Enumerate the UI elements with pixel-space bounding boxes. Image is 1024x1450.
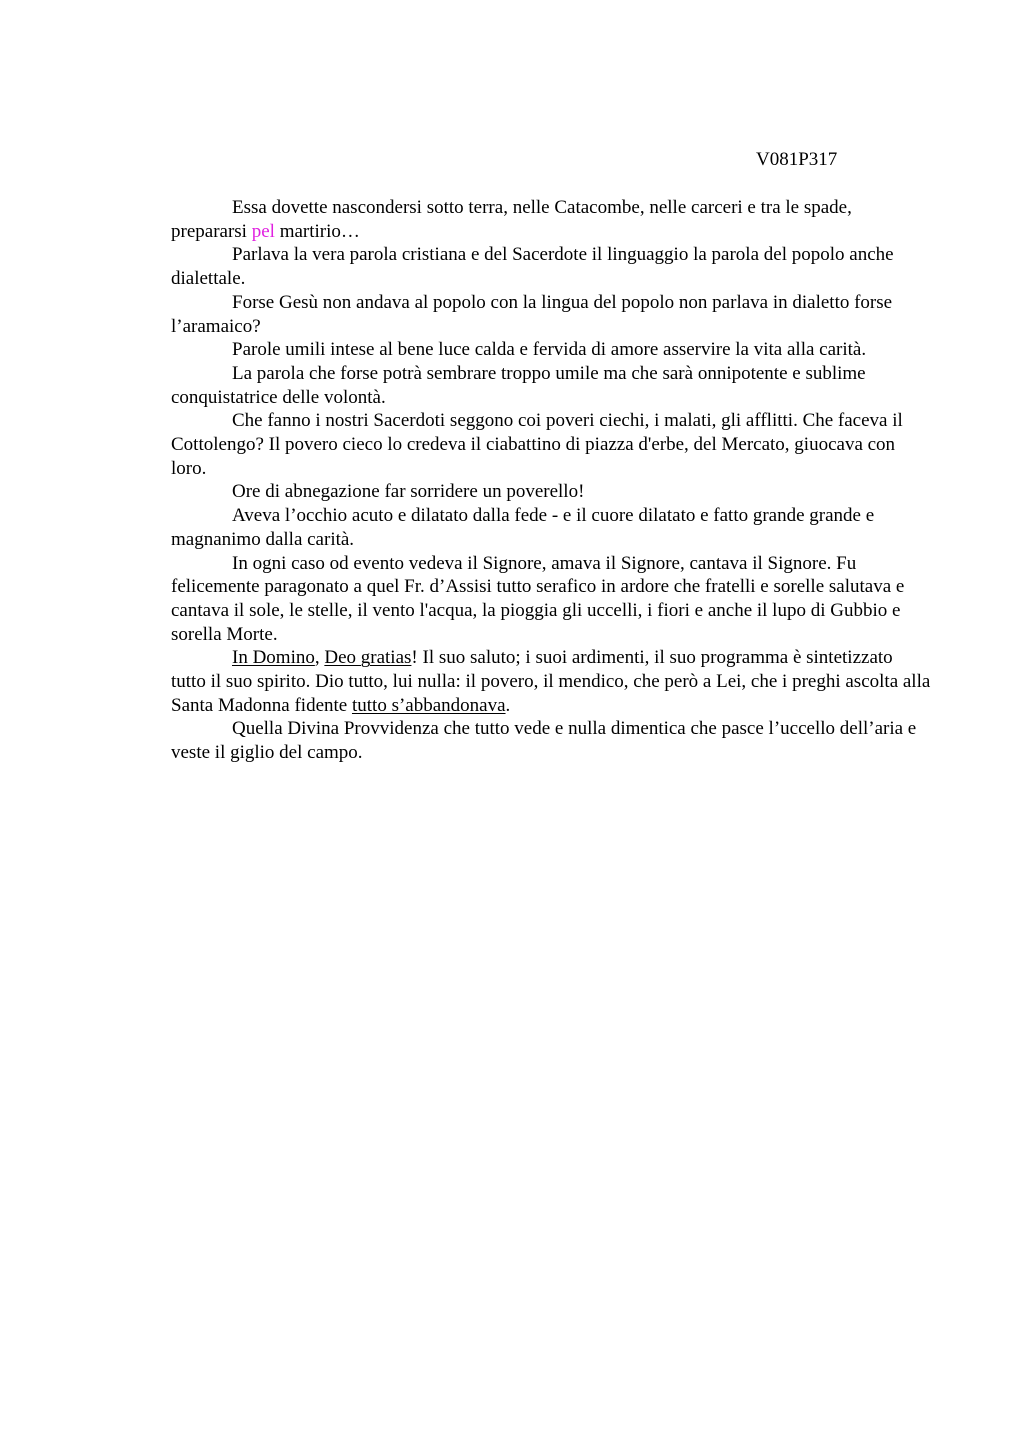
underlined-phrase: Deo gratias [324,647,412,669]
text-segment: Ore di abnegazione far sorridere un poverello! [232,481,585,503]
text-segment: , [314,647,325,669]
underlined-phrase: In Domino [232,647,315,669]
paragraph [171,504,931,551]
paragraph [171,480,931,504]
text-segment: Parole umili intese al bene luce calda e fervida di amore asservire la vita alla carità. [232,339,867,361]
text-segment: ! Il suo saluto; i suoi ardimenti, il suo programma è sintetizzato tutto il suo spirito. Dio tutto, lui nulla: il povero, il mendico, che però a Lei, che i preghi ascolta alla Santa Madonna fidente [171,647,931,716]
paragraph [171,362,931,409]
text-segment: martirio… [274,220,360,242]
text-segment: Che fanno i nostri Sacerdoti seggono coi poveri ciechi, i malati, gli afflitti. Che faceva il Cottolengo? Il povero cieco lo credeva il ciabattino di piazza d'erbe, del Mercato, giuocava con loro. [171,410,903,479]
paragraph [171,243,931,290]
highlighted-word: pel [251,220,275,242]
text-segment: . [505,694,511,716]
underlined-phrase: tutto s’abbandonava [351,694,506,716]
text-segment: Aveva l’occhio acuto e dilatato dalla fede - e il cuore dilatato e fatto grande grande e magnanimo dalla carità. [171,505,875,550]
paragraph [171,338,931,362]
paragraph [171,196,931,243]
paragraph [171,552,931,647]
paragraph [171,291,931,338]
text-segment: Forse Gesù non andava al popolo con la lingua del popolo non parlava in dialetto forse l’aramaico? [171,291,893,337]
page-reference-code: V081P317 [756,149,838,170]
paragraph [171,717,931,764]
text-segment: La parola che forse potrà sembrare troppo umile ma che sarà onnipotente e sublime conquistatrice delle volontà. [171,362,866,408]
text-segment: Quella Divina Provvidenza che tutto vede e nulla dimentica che pasce l’uccello dell’aria e veste il giglio del campo. [171,718,917,764]
text-segment: Essa dovette nascondersi sotto terra, nelle Catacombe, nelle carceri e tra le spade, prepararsi [171,197,852,242]
text-segment: Parlava la vera parola cristiana e del Sacerdote il linguaggio la parola del popolo anche dialettale. [171,244,894,290]
text-segment: In ogni caso od evento vedeva il Signore, amava il Signore, cantava il Signore. Fu felicemente paragonato a quel Fr. d’Assisi tutto serafico in ardore che fratelli e sorelle salutava e cantava il sole, le stelle, il vento l'acqua, la pioggia gli uccelli, i fiori e anche il lupo di Gubbio e sorella Morte. [171,552,905,645]
document-body [171,196,931,765]
paragraph [171,409,931,480]
paragraph [171,646,931,717]
